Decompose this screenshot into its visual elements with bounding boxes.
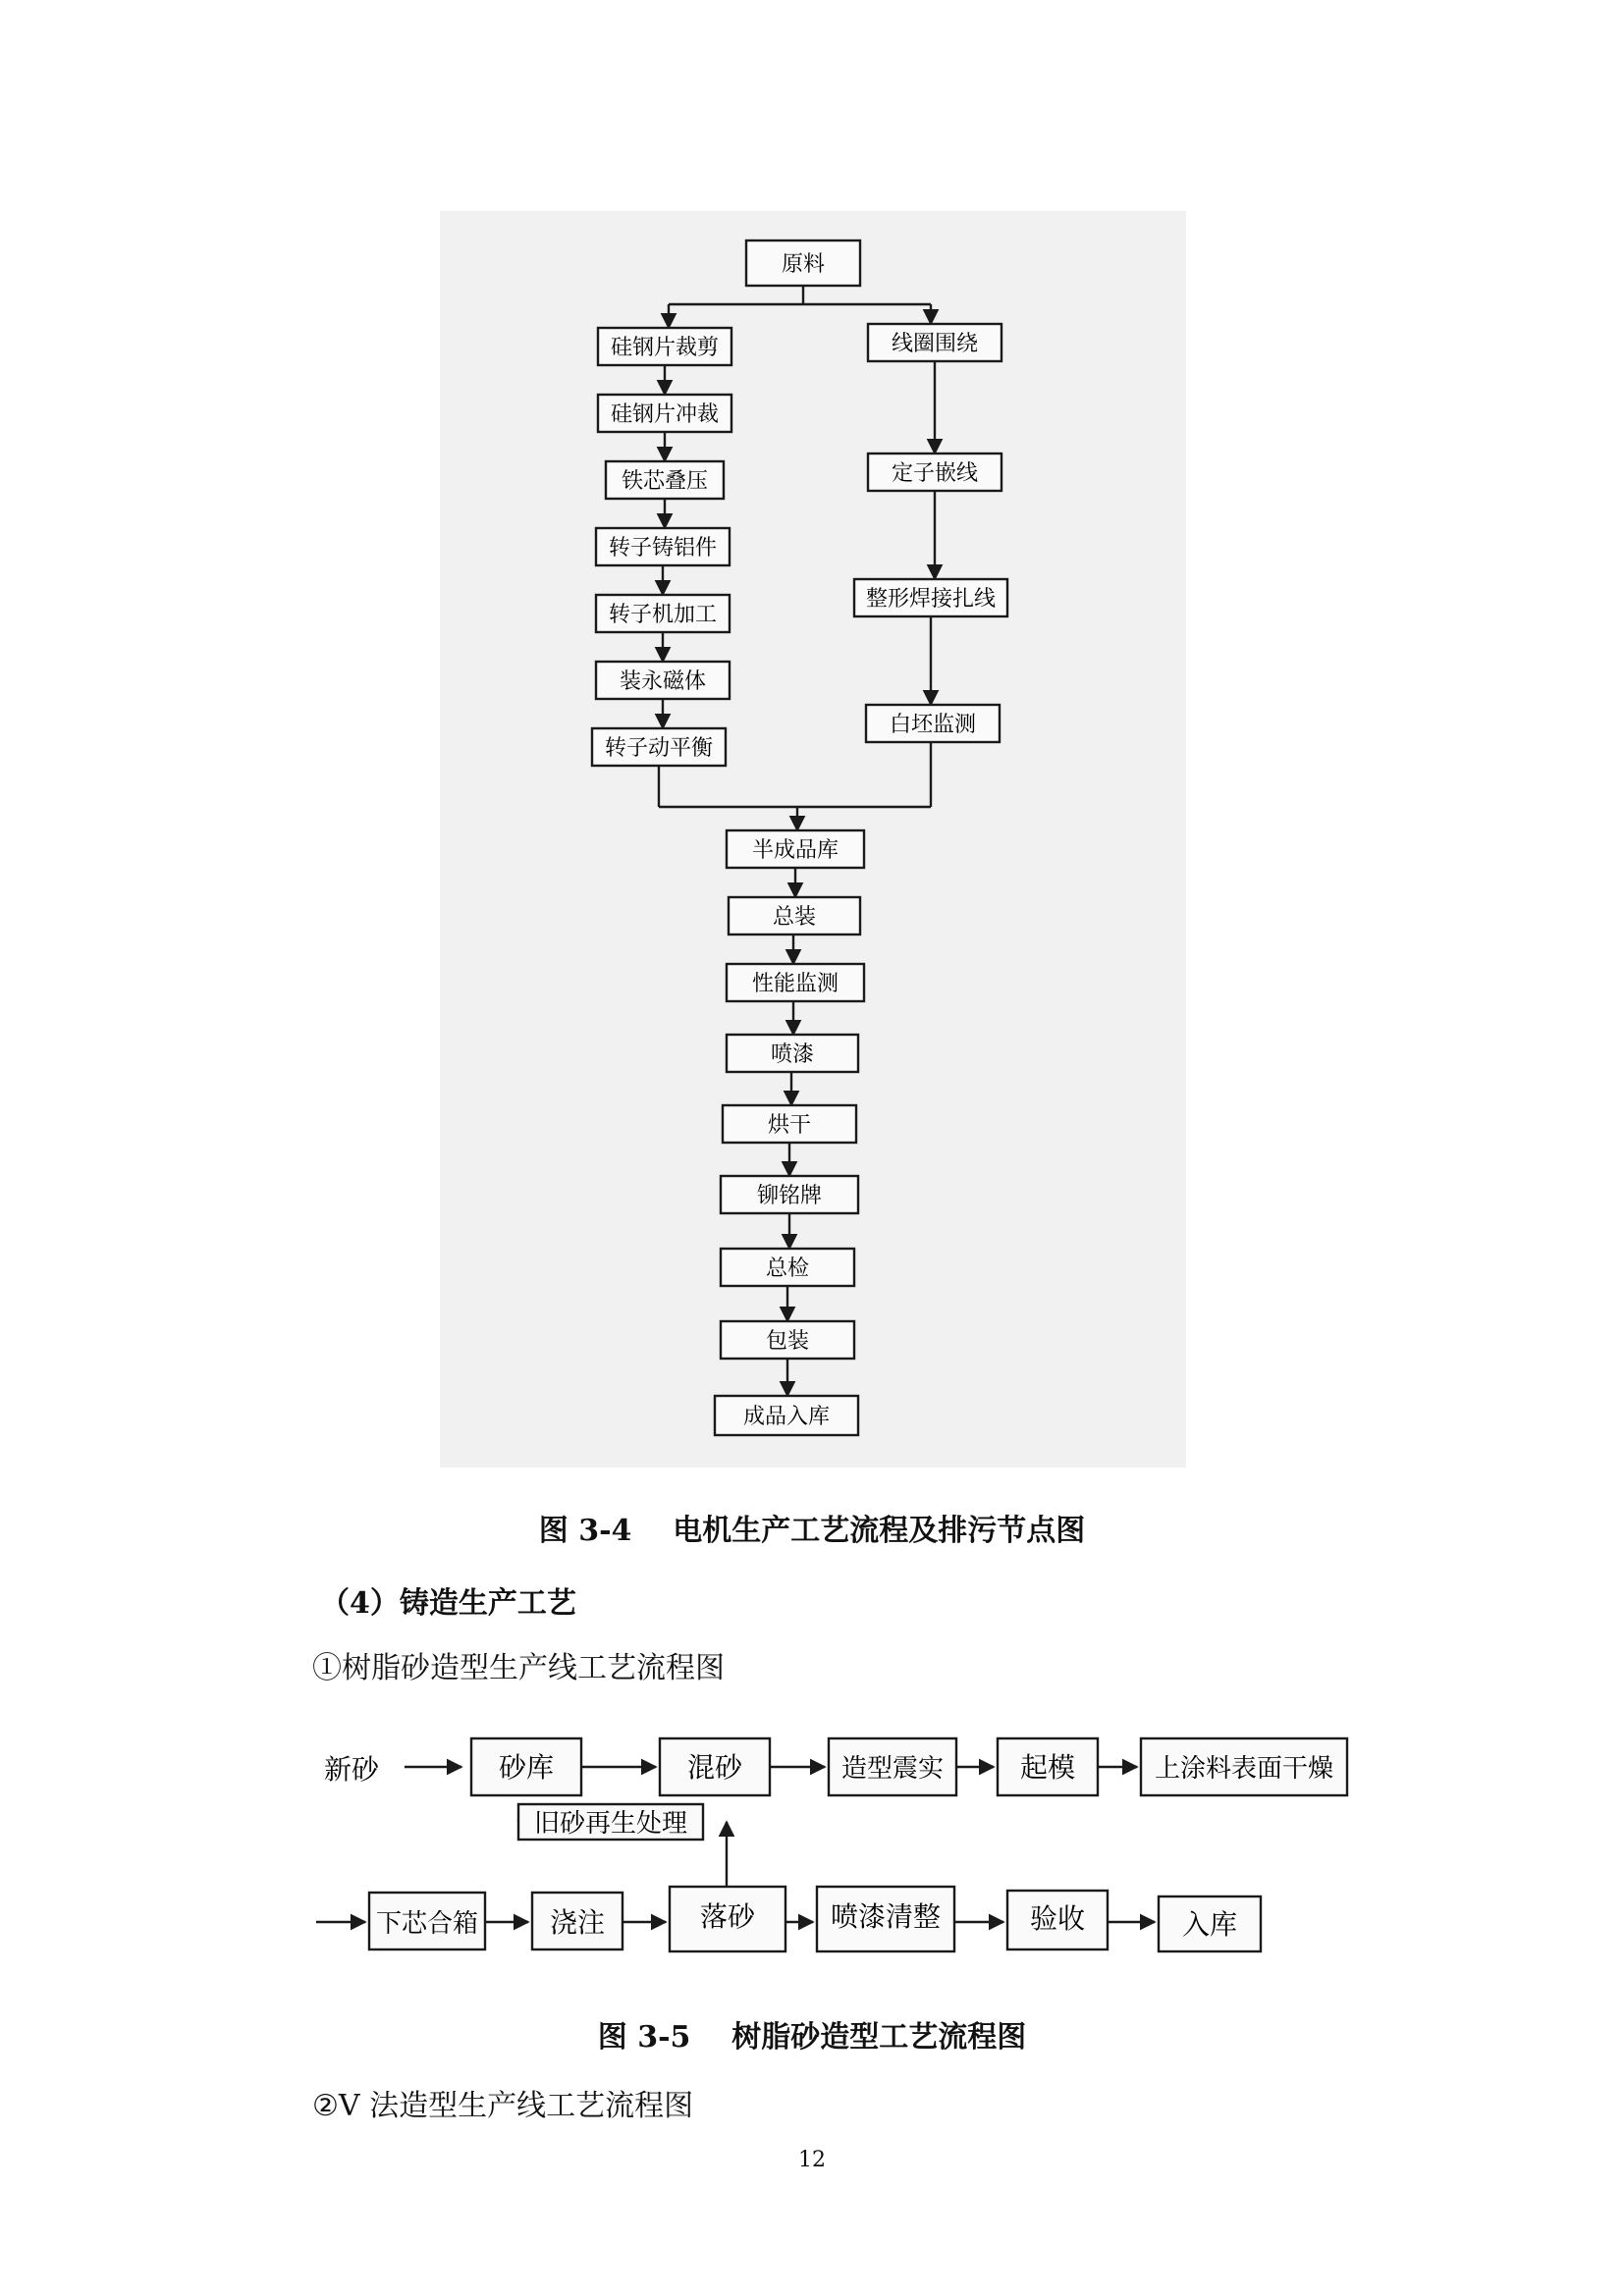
node-label: 转子动平衡 [604,736,714,761]
node-label: 旧砂再生处理 [533,1809,688,1839]
subsection-v-process: ②V 法造型生产线工艺流程图 [312,2089,694,2123]
node-label: 成品入库 [742,1405,831,1429]
node-label: 转子铸铝件 [608,536,718,561]
node-label: 原料 [781,252,826,277]
node-label: 性能监测 [751,972,839,996]
new-sand-label: 新砂 [324,1753,380,1786]
node-label: 半成品库 [751,838,839,863]
node-label: 下芯合箱 [375,1909,479,1939]
node-semi-finished-warehouse [727,830,864,868]
node-label: 定子嵌线 [891,461,979,486]
node-pouring [532,1893,623,1949]
node-label: 喷漆清整 [830,1900,942,1933]
node-stator-winding-insertion [868,454,1001,491]
node-label: 起模 [1019,1751,1076,1784]
figure-3-4-caption: 图 3-4 电机生产工艺流程及排污节点图 [538,1514,1086,1548]
page-number: 12 [798,2148,826,2172]
node-final-assembly [729,897,860,934]
node-rotor-balancing [592,728,726,766]
node-label: 铁芯叠压 [621,469,709,494]
node-label: 铆铭牌 [756,1184,823,1208]
node-final-inspection [721,1249,854,1286]
node-label: 总检 [765,1256,810,1281]
node-label: 砂库 [498,1751,555,1784]
node-shaping-welding-binding [854,579,1007,616]
section-heading: （4）铸造生产工艺 [320,1586,576,1621]
node-label: 装永磁体 [619,669,707,694]
node-molding-compaction [829,1738,956,1795]
node-label: 总装 [772,905,817,930]
node-core-stacking [606,461,724,499]
node-coil-winding [868,324,1001,361]
figure-3-5-caption: 图 3-5 树脂砂造型工艺流程图 [597,2020,1027,2055]
node-label: 转子机加工 [608,603,718,627]
node-spray-painting [727,1035,858,1072]
node-coating-drying [1141,1738,1347,1795]
node-label: 烘干 [767,1113,812,1138]
node-used-sand-regeneration [518,1804,703,1840]
node-label: 浇注 [549,1906,606,1939]
node-label: 验收 [1029,1902,1086,1935]
node-label: 造型震实 [840,1754,945,1784]
node-core-setting-closing [369,1893,485,1949]
node-label: 包装 [765,1329,810,1354]
node-label: 落砂 [699,1900,756,1933]
figure-3-5-flowchart [0,1708,1624,1973]
node-drying [723,1105,856,1143]
node-riveting-nameplate [721,1176,858,1213]
node-label: 白坯监测 [889,713,977,737]
node-label: 硅钢片裁剪 [610,336,720,360]
node-label: 混砂 [686,1751,743,1784]
node-shakeout [670,1887,785,1951]
subsection-resin-sand: ①树脂砂造型生产线工艺流程图 [312,1651,725,1685]
node-painting-cleaning [817,1887,954,1951]
node-install-magnets [596,662,730,699]
node-sand-mixing [660,1738,770,1795]
node-finished-warehouse [715,1396,858,1435]
node-sand-storage [471,1738,581,1795]
node-label: 上涂料表面干燥 [1154,1754,1334,1784]
node-performance-testing [727,964,864,1001]
node-packaging [721,1321,854,1359]
node-silicon-steel-punching [598,395,731,432]
node-rotor-aluminium-casting [596,528,730,565]
node-raw-material [746,240,860,286]
node-rotor-machining [596,595,730,632]
node-label: 整形焊接扎线 [865,587,997,612]
node-label: 线圈围绕 [891,332,979,356]
node-mold-release [998,1738,1098,1795]
node-acceptance [1007,1891,1108,1949]
node-blank-inspection [866,705,1000,742]
node-warehousing [1159,1896,1261,1951]
node-silicon-steel-cutting [598,328,731,365]
node-label: 硅钢片冲裁 [610,402,720,427]
node-label: 入库 [1181,1908,1238,1941]
node-label: 喷漆 [770,1042,815,1067]
